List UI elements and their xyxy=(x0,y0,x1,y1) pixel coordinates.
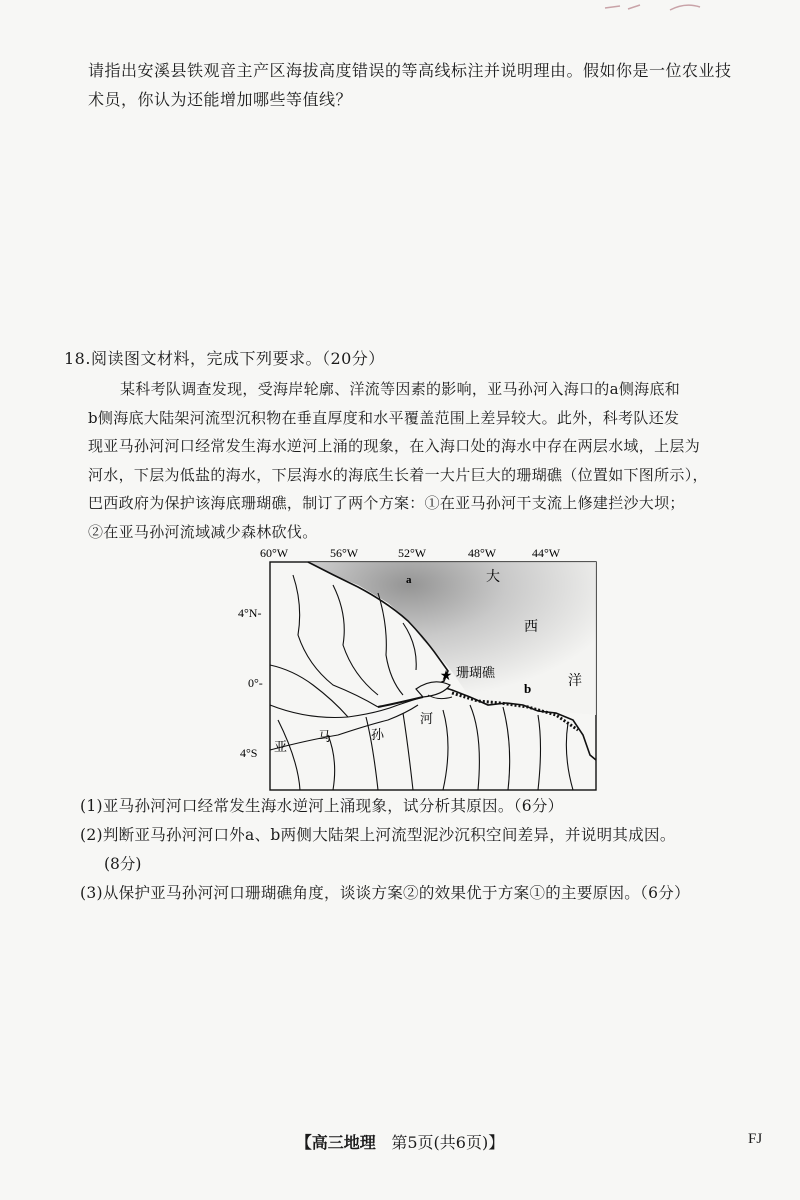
footer-page-number: 第5页(共6页)】 xyxy=(391,1133,505,1152)
material-line: 某科考队调查发现，受海岸轮廓、洋流等因素的影响，亚马孙河入海口的a侧海底和 xyxy=(120,380,681,398)
latitude-labels xyxy=(238,606,263,760)
q17-line-1: 请指出安溪县铁观音主产区海拔高度错误的等高线标注并说明理由。假如你是一位农业技 xyxy=(88,61,732,80)
point-b-label: b xyxy=(524,681,532,696)
page-footer xyxy=(0,1130,800,1153)
reef-label: 珊瑚礁 xyxy=(456,666,496,681)
longitude-labels xyxy=(260,546,561,560)
material-line: b侧海底大陆架河流型沉积物在垂直厚度和水平覆盖范围上差异较大。此外，科考队还发 xyxy=(88,408,680,427)
river-char: 孙 xyxy=(371,728,385,743)
point-a-label: a xyxy=(406,574,412,586)
lon-label: 44°W xyxy=(532,546,561,560)
ocean-char: 洋 xyxy=(568,673,582,689)
top-scribble-mark xyxy=(600,0,710,14)
question-18-title: 18.阅读图文材料，完成下列要求。（20分） xyxy=(64,349,385,368)
footer-subject: 【高三地理 xyxy=(295,1133,376,1152)
river-char: 马 xyxy=(318,730,332,745)
amazon-estuary-map xyxy=(238,545,598,795)
question-18-material xyxy=(88,375,778,546)
sub-question-2-score: (8分) xyxy=(104,855,142,873)
question-17-continuation xyxy=(88,56,778,114)
lat-label: 0°- xyxy=(248,676,263,690)
paper-code: FJ xyxy=(748,1131,763,1147)
material-line: ②在亚马孙河流域减少森林砍伐。 xyxy=(88,522,318,541)
lat-label: 4°N- xyxy=(238,606,262,620)
lon-label: 56°W xyxy=(330,546,359,560)
sub-question-2: (2)判断亚马孙河河口外a、b两侧大陆架上河流型泥沙沉积空间差异，并说明其成因。 xyxy=(80,826,676,844)
river-char: 亚 xyxy=(274,740,288,755)
material-line: 现亚马孙河河口经常发生海水逆河上涌的现象，在入海口处的海水中存在两层水域，上层为 xyxy=(88,437,701,455)
sub-question-1: (1)亚马孙河河口经常发生海水逆河上涌现象，试分析其原因。（6分） xyxy=(80,797,564,815)
lon-label: 60°W xyxy=(260,546,289,560)
map-svg xyxy=(238,545,598,795)
lon-label: 48°W xyxy=(468,546,497,560)
sub-question-3: (3)从保护亚马孙河河口珊瑚礁角度，谈谈方案②的效果优于方案①的主要原因。（6分） xyxy=(80,884,690,902)
ocean-char: 西 xyxy=(524,619,538,635)
material-line: 巴西政府为保护该海底珊瑚礁，制订了两个方案：①在亚马孙河干支流上修建拦沙大坝； xyxy=(88,494,685,512)
reef-star-icon: ★ xyxy=(439,668,453,684)
ocean-char: 大 xyxy=(486,569,500,585)
lon-label: 52°W xyxy=(398,546,427,560)
lat-label: 4°S xyxy=(240,746,258,760)
river-char: 河 xyxy=(420,712,434,727)
q17-line-2: 术员，你认为还能增加哪些等值线？ xyxy=(88,90,353,109)
material-line: 河水，下层为低盐的海水，下层海水的海底生长着一大片巨大的珊瑚礁（位置如下图所示）， xyxy=(88,465,708,484)
